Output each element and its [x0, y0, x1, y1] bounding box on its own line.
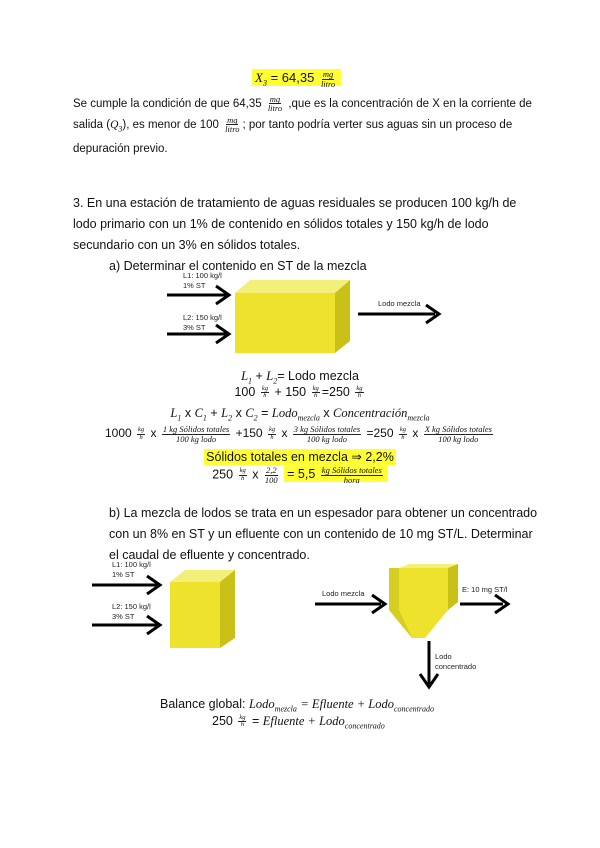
- eq-solids-balance: 1000 $\frac{kg}{h}$ x $\frac{\text{1 kg Sólidos totales}}{\text{100 kg lodo}}$ +150 $\frac{kg}{h}$ x $\frac{\text{3 kg Sólidos totales}}{\text{100 kg lodo}}$ =250 $\frac{kg}{h}$ x $\frac{\text{X kg Sólidos totales}}{\text{100 kg lodo}}$: [105, 424, 492, 444]
- x3-unit: $\frac{mg}{\text{litro}}$: [320, 69, 336, 89]
- diagram2-l2-label: L2: 150 kg/l 3% ST: [112, 602, 151, 621]
- x3-symbol: X: [255, 70, 263, 86]
- result-total-solids: Sólidos totales en mezcla ⇒ 2,2%: [206, 450, 394, 464]
- balance-global: Balance global: Lodo$_{mezcla}$ = Efluente + Lodo$_{concentrado}$: [160, 697, 434, 714]
- part-b-statement: b) La mezcla de lodos se trata en un espesador para obtener un concentrado con un 8% en ST y un efluente con un contenido de 10 mg ST/L. Determinar el caudal de efluente y concentrado.: [109, 506, 538, 562]
- diagram1-l1-label: L1: 100 kg/l 1% ST: [183, 271, 222, 290]
- eq-solids-flow: 250 $\frac{kg}{h}$ x $\frac{2,2}{100}$ = 5,5 $\frac{\text{kg Sólidos totales}}{\text{hora}}$: [0, 466, 600, 484]
- problem-statement: 3. En una estación de tratamiento de aguas residuales se producen 100 kg/h de lodo primario con un 1% de contenido en sólidos totales y 150 kg/h de lodo secundario con un 3% en sólidos totales. a) Determinar el contenido en ST de la mezcla: [73, 193, 543, 277]
- x3-result: $X_3 = 64,35$ $\frac{mg}{\text{litro}}$: [252, 70, 341, 88]
- thickener-diagram: [85, 560, 525, 695]
- diagram1-out-label: Lodo mezcla: [378, 299, 421, 308]
- paragraph-condition: Se cumple la condición de que 64,35 $\frac{mg}{\text{litro}}$ ,que es la concentración de X en la corriente de salida $(Q_3)$, es menor de 100 $\frac{mg}{\text{litro}}$ ; por tanto podría verter sus aguas sin un proceso de depuración previo.: [73, 93, 532, 156]
- diagram2-effluent-label: E: 10 mg ST/l: [462, 585, 508, 594]
- mixing-tank: [170, 570, 235, 648]
- eq-streams-sum: $L_1 + L_2=$ Lodo mezcla: [241, 369, 359, 386]
- eq-mass-balance: $L_1$ x $C_1 + L_2$ x $C_2$ = Lodo$_{mezcla}$ x Concentración$_{mezcla}$: [170, 406, 430, 423]
- diagram1-l2-label: L2: 150 kg/l 3% ST: [183, 313, 222, 332]
- balance-numeric: 250 $\frac{kg}{h}$ = Efluente + Lodo$_{concentrado}$: [212, 713, 385, 731]
- mixing-tank: [235, 280, 350, 353]
- x3-value: = 64,35: [266, 70, 315, 86]
- part-a-heading: a) Determinar el contenido en ST de la mezcla: [109, 259, 367, 273]
- eq-flow-sum: 100 $\frac{kg}{h}$ + 150 $\frac{kg}{h}$ =250 $\frac{kg}{h}$: [234, 384, 363, 400]
- arrow-effluent: [460, 595, 508, 613]
- diagram2-concentrate-label: Lodo concentrado: [435, 652, 477, 671]
- diagram2-l1-label: L1: 100 kg/l 1% ST: [112, 560, 151, 579]
- diagram2-mixture-label: Lodo mezcla: [322, 589, 365, 598]
- thickener-tank: [389, 564, 458, 638]
